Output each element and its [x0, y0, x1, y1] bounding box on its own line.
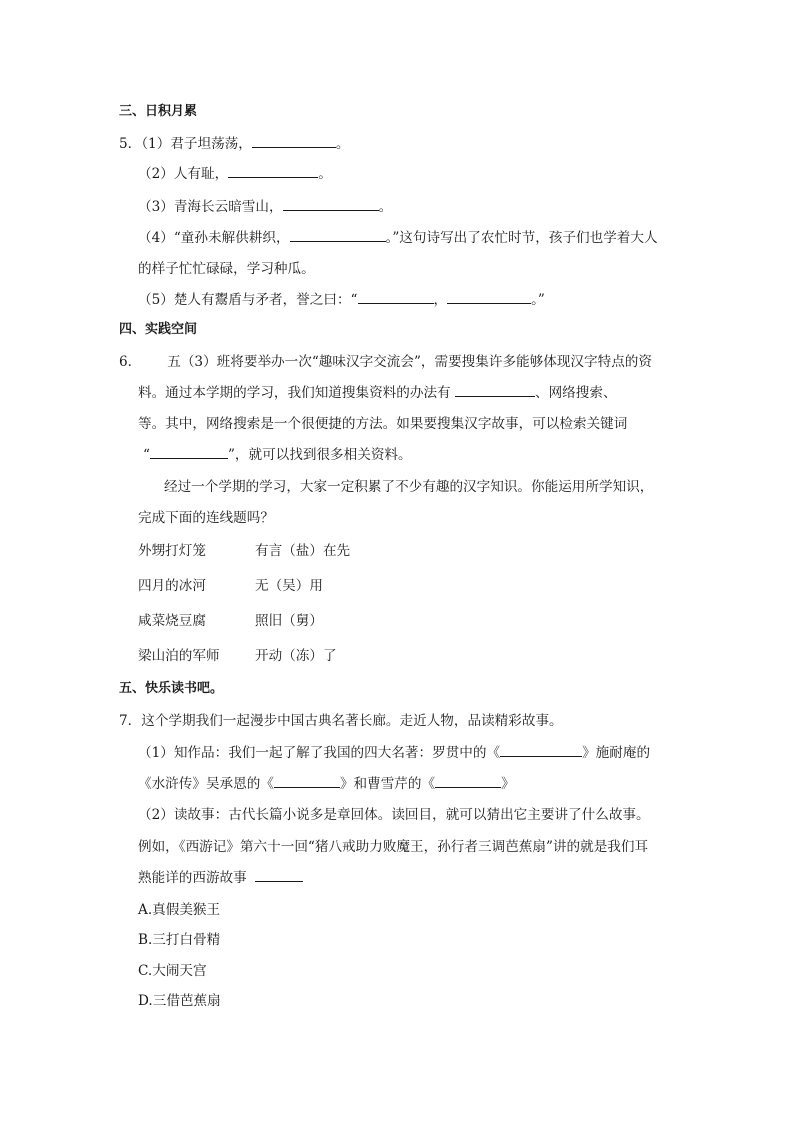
q6-line-4: “ ”，就可以找到很多相关资料。	[143, 447, 412, 463]
q6-line-1: 6． 五（3）班将要举办一次“趣味汉字交流会”，需要搜集许多能够体现汉字特点的资	[119, 354, 652, 370]
section3-heading: 三、日积月累	[119, 104, 198, 119]
q6-line-3: 等。其中，网络搜索是一个很便捷的方法。如果要搜集汉字故事，可以检索关键词	[138, 416, 628, 432]
q7-sub2-line-3: 熟能详的西游故事	[138, 868, 303, 888]
match-left-item[interactable]: 梁山泊的军师	[138, 648, 220, 664]
answer-blank-7-1[interactable]	[500, 743, 582, 757]
section5-heading: 五、快乐读书吧。	[119, 681, 224, 696]
answer-blank-5-5b[interactable]	[447, 290, 531, 304]
q6-line-2: 料。通过本学期的学习，我们知道搜集资料的办法有 、网络搜索、	[138, 385, 617, 401]
answer-blank-5-3[interactable]	[283, 197, 379, 211]
answer-blank-5-2[interactable]	[228, 164, 318, 178]
q7-sub2-line-2: 例如，《西游记》第六十一回“猪八戒助力败魔王，孙行者三调芭蕉扇”讲的就是我们耳	[138, 839, 649, 855]
q6-para2-line-2: 完成下面的连线题吗？	[138, 510, 274, 526]
option-a[interactable]: A.真假美猴王	[138, 902, 221, 918]
answer-blank-7-3[interactable]	[435, 774, 501, 788]
match-left-item[interactable]: 外甥打灯笼	[138, 543, 206, 559]
answer-blank-6-2[interactable]	[150, 445, 228, 459]
answer-blank-5-5a[interactable]	[358, 290, 434, 304]
q5-item-1: 5．（1）君子坦荡荡， 。	[119, 136, 350, 152]
match-right-item[interactable]: 无（吴）用	[255, 578, 323, 594]
answer-blank-6-1[interactable]	[455, 383, 535, 397]
q5-item-4-cont: 的样子忙忙碌碌，学习种瓜。	[138, 261, 315, 277]
match-left-item[interactable]: 四月的冰河	[138, 578, 206, 594]
answer-blank-5-1[interactable]	[252, 134, 336, 148]
q6-para2-line-1: 经过一个学期的学习，大家一定积累了不少有趣的汉字知识。你能运用所学知识，	[164, 479, 654, 495]
q6-number: 6．	[119, 354, 142, 370]
q5-number: 5．	[119, 136, 142, 152]
q5-item-5: （5）楚人有鬻盾与矛者，誉之曰：“ ， 。”	[138, 292, 545, 308]
match-right-item[interactable]: 照旧（舅）	[255, 613, 323, 629]
answer-blank-7-4[interactable]	[255, 868, 303, 882]
q7-intro: 7．这个学期我们一起漫步中国古典名著长廊。走近人物，品读精彩故事。	[119, 713, 563, 729]
match-right-item[interactable]: 开动（冻）了	[255, 648, 337, 664]
match-left-item[interactable]: 咸菜烧豆腐	[138, 613, 206, 629]
q5-item-4: （4）“童孙未解供耕织， 。”这句诗写出了农忙时节，孩子们也学着大人	[138, 230, 658, 246]
answer-blank-5-4[interactable]	[290, 228, 386, 242]
q7-sub1-line-1: （1）知作品：我们一起了解了我国的四大名著：罗贯中的《 》施耐庵的	[138, 745, 651, 761]
answer-blank-7-2[interactable]	[274, 774, 340, 788]
option-d[interactable]: D.三借芭蕉扇	[138, 993, 221, 1009]
q5-item-2: （2）人有耻， 。	[138, 166, 332, 182]
q7-sub1-line-2: 《水浒传》吴承恩的《 》和曹雪芹的《 》	[138, 776, 515, 792]
section4-heading: 四、实践空间	[119, 322, 198, 337]
option-b[interactable]: B.三打白骨精	[138, 932, 221, 948]
q7-number: 7．	[119, 713, 142, 729]
option-c[interactable]: C.大闹天宫	[138, 963, 207, 979]
match-right-item[interactable]: 有言（盐）在先	[255, 543, 351, 559]
q7-sub2-line-1: （2）读故事：古代长篇小说多是章回体。读回目，就可以猜出它主要讲了什么故事。	[138, 807, 650, 823]
q5-item-3: （3）青海长云暗雪山， 。	[138, 199, 393, 215]
